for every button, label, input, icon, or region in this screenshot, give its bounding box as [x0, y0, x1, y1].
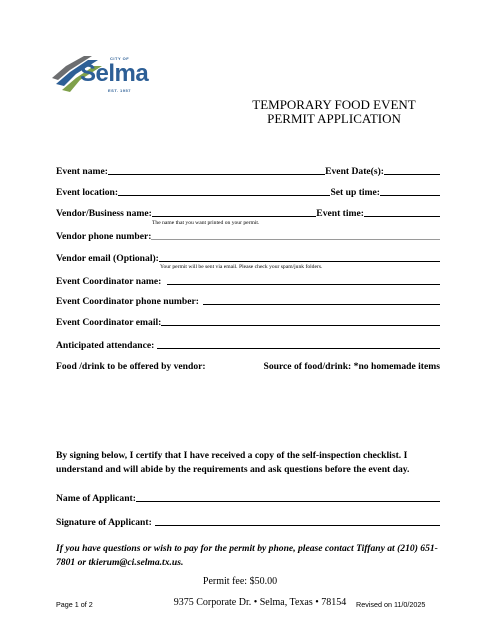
food-row: [56, 358, 440, 372]
vendor-email-hint: Your permit will be sent via email. Please check your spam/junk folders.: [160, 264, 323, 270]
vendor-email-field[interactable]: [159, 260, 440, 262]
coordinator-phone-label: Event Coordinator phone number:: [56, 296, 199, 307]
coordinator-email-row: [56, 314, 440, 328]
contact-text: If you have questions or wish to pay for the permit by phone, please contact Tiffany at (210) 651-7801 or tkierum@ci.selma.tx.us.: [56, 543, 438, 568]
footer-address: 9375 Corporate Dr. • Selma, Texas • 78154: [173, 597, 347, 608]
coordinator-email-field[interactable]: [161, 324, 440, 326]
attendance-row: [56, 337, 440, 351]
form-title-line2: PERMIT APPLICATION: [267, 111, 401, 126]
logo-wordmark: Selma: [80, 60, 149, 87]
page-number: Page 1 of 2: [56, 600, 93, 609]
event-dates-field[interactable]: [384, 173, 440, 175]
event-time-field[interactable]: [364, 215, 440, 217]
vendor-business-row: [56, 205, 440, 219]
coordinator-email-label: Event Coordinator email:: [56, 317, 162, 328]
applicant-signature-label: Signature of Applicant:: [56, 517, 152, 528]
certification-text: By signing below, I certify that I have received a copy of the self-inspection checklist. I understand and will abide by the requirements and ask questions before the event day.: [56, 450, 410, 475]
event-name-label: Event name:: [56, 166, 108, 177]
food-source-label: Source of food/drink: *no homemade items: [263, 361, 440, 372]
coordinator-phone-field[interactable]: [203, 303, 440, 305]
coordinator-name-field[interactable]: [167, 283, 440, 285]
event-name-row: [56, 163, 440, 177]
vendor-phone-row: [56, 228, 440, 242]
applicant-signature-field[interactable]: [155, 524, 440, 526]
vendor-business-label: Vendor/Business name:: [56, 208, 152, 219]
permit-fee: Permit fee: $50.00: [202, 576, 278, 587]
attendance-field[interactable]: [157, 347, 440, 349]
applicant-signature-row: [56, 514, 440, 528]
event-time-label: Event time:: [316, 208, 364, 219]
vendor-email-row: [56, 250, 440, 264]
revised-date: Revised on 11/0/2025: [356, 600, 426, 609]
coordinator-name-label: Event Coordinator name:: [56, 276, 162, 287]
event-location-row: [56, 184, 440, 198]
vendor-phone-field[interactable]: [151, 238, 440, 240]
vendor-business-hint: The name that you want printed on your permit.: [152, 220, 260, 226]
event-name-field[interactable]: [108, 173, 325, 175]
food-offered-label: Food /drink to be offered by vendor:: [56, 361, 206, 372]
event-location-label: Event location:: [56, 187, 119, 198]
vendor-email-label: Vendor email (Optional):: [56, 253, 159, 264]
city-logo: [48, 44, 156, 102]
applicant-name-row: [56, 490, 440, 504]
coordinator-phone-row: [56, 293, 440, 307]
set-up-time-label: Set up time:: [330, 187, 380, 198]
attendance-label: Anticipated attendance:: [56, 340, 155, 351]
event-dates-label: Event Date(s):: [325, 166, 384, 177]
vendor-phone-label: Vendor phone number:: [56, 231, 152, 242]
form-title-line1: TEMPORARY FOOD EVENT: [252, 97, 416, 112]
vendor-business-field[interactable]: [152, 215, 316, 217]
logo-est-text: EST. 1957: [108, 88, 131, 93]
set-up-time-field[interactable]: [380, 194, 440, 196]
event-location-field[interactable]: [118, 194, 330, 196]
coordinator-name-row: [56, 273, 440, 287]
applicant-name-field[interactable]: [136, 500, 440, 502]
applicant-name-label: Name of Applicant:: [56, 493, 136, 504]
logo-city-text: CITY OF: [110, 56, 130, 61]
